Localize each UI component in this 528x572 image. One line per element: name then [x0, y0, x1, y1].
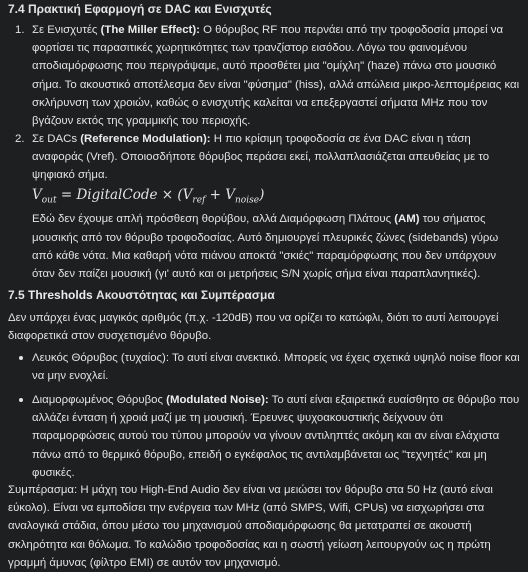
item-lead: Σε Ενισχυτές [32, 24, 101, 36]
heading-part: Ακουστότητας και Συμπέρασμα [92, 288, 275, 302]
item-text: Ο θόρυβος RF που περνάει από την τροφοδοσία μπορεί να φορτίσει τις παρασιτικές χωρητικότητες των τρανζίστορ εισόδου. Λόγω του φαινομένου αποδιαμόρφωσης που περιγράψαμε, αυτό προσθέτει μια "ομίχλη" (haze) πάνω στο μουσικό σήμα. Το ακουστικό αποτέλεσμα δεν είναι "φύσημα" (hiss), αλλά απώλεια μικρο-λεπτομέρειας και σκλήρυνση των χροιών, καθώς ο ενισχυτής καλείται να επεξεργαστεί σήματα MHz που τον βγάζουν εκτός της γραμμικής του περιοχής. [32, 24, 520, 128]
bullet-dot [19, 356, 23, 360]
formula-sub: out [41, 195, 57, 206]
list-item [8, 21, 522, 130]
list-number: 1. [15, 24, 25, 36]
formula-part: ) [259, 186, 265, 203]
item-lead-bold: (Reference Modulation): [80, 133, 211, 145]
section-heading: 7.4 Πρακτική Εφαρμογή σε DAC και Ενισχυτές [8, 2, 272, 16]
formula-part: = DigitalCode × (V [56, 186, 193, 203]
formula-sub: ref [192, 195, 206, 206]
list-item [8, 349, 522, 385]
bullet-list [8, 391, 522, 482]
section-heading [8, 286, 275, 304]
numbered-list [8, 130, 522, 283]
item-text: Εδώ δεν έχουμε απλή πρόσθεση θορύβου, αλλά Διαμόρφωση Πλάτους [32, 213, 395, 226]
item-lead-bold: (The Miller Effect): [100, 24, 200, 36]
list-item [8, 130, 522, 283]
conclusion-paragraph: Συμπέρασμα: Η μάχη του High-End Audio δεν είναι να μειώσει τον θόρυβο στα 50 Hz (αυτό είναι εύκολο). Είναι να εμποδίσει την ενέργεια των MHz (από SMPS, Wifi, CPUs) να εισχωρήσει στα αναλογικά στάδια, όπου μέσω του μηχανισμού αποδιαμόρφωσης θα μετατραπεί σε ακουστή σκληρότητα και θόλωμα. Το καλώδιο τροφοδοσίας και η σωστή γείωση λειτουργούν ως η πρώτη γραμμή άμυνας (φίλτρο EMI) σε αυτόν τον μηχανισμό. [8, 484, 493, 569]
intro-paragraph: Δεν υπάρχει ένας μαγικός αριθμός (π.χ. -120dB) που να ορίζει το κατώφλι, διότι το αυτί λειτουργεί διαφορετικά στον συσχετισμένο θόρυβο. [8, 312, 499, 343]
formula-lhs: V [32, 186, 42, 203]
list-number: 2. [15, 133, 25, 145]
list-item [8, 391, 522, 482]
bullet-list [8, 349, 522, 385]
item-text: Λευκός Θόρυβος (τυχαίος): Το αυτί είναι ανεκτικό. Μπορείς να έχεις σχετικά υψηλό noise floor και να μην ενοχλεί. [32, 352, 520, 383]
item-text: του σήματος μουσικής από τον θόρυβο τροφοδοσίας. Αυτό δημιουργεί πλευρικές ζώνες (sidebands) γύρω από κάθε νότα. Μια καθαρή νότα πιάνου αποκτά "σκιές" παραμόρφωσης που δεν υπάρχουν όταν δεν παίζει μουσική (γι' αυτό και οι μετρήσεις S/N χωρίς σήμα είναι παραπλανητικές). [32, 213, 499, 280]
numbered-list [8, 21, 522, 130]
formula-part: + V [205, 186, 236, 203]
item-bold: (Modulated Noise): [166, 394, 269, 406]
bullet-dot [19, 398, 23, 402]
item-text: Η πιο κρίσιμη τροφοδοσία σε ένα DAC είναι η τάση αναφοράς (Vref). Οποιοσδήποτε θόρυβος περάσει εκεί, πολλαπλασιάζεται απευθείας με το ψηφιακό σήμα. [32, 133, 490, 182]
heading-bold: Thresholds [28, 288, 93, 302]
formula [32, 185, 522, 211]
item-text: Διαμορφωμένος Θόρυβος [32, 394, 167, 406]
item-text: Το αυτί είναι εξαιρετικά ευαίσθητο σε θόρυβο που αλλάζει ένταση ή χροιά μαζί με τη μουσική. Έρευνες ψυχοακουστικής δείχνουν ότι παραμορφώσεις αυτού του τύπου μπορούν να γίνουν αντιληπτές ακόμη και αν είναι ελάχιστα πάνω από το θερμικό θόρυβο, επειδή ο εγκέφαλος τις αντιλαμβάνεται ως "τεχνητές" και μη φυσικές. [32, 394, 520, 479]
item-lead: Σε DACs [32, 133, 81, 145]
item-bold: (AM) [394, 213, 420, 226]
heading-part: 7.5 [8, 288, 29, 302]
formula-sub: noise [235, 195, 260, 206]
